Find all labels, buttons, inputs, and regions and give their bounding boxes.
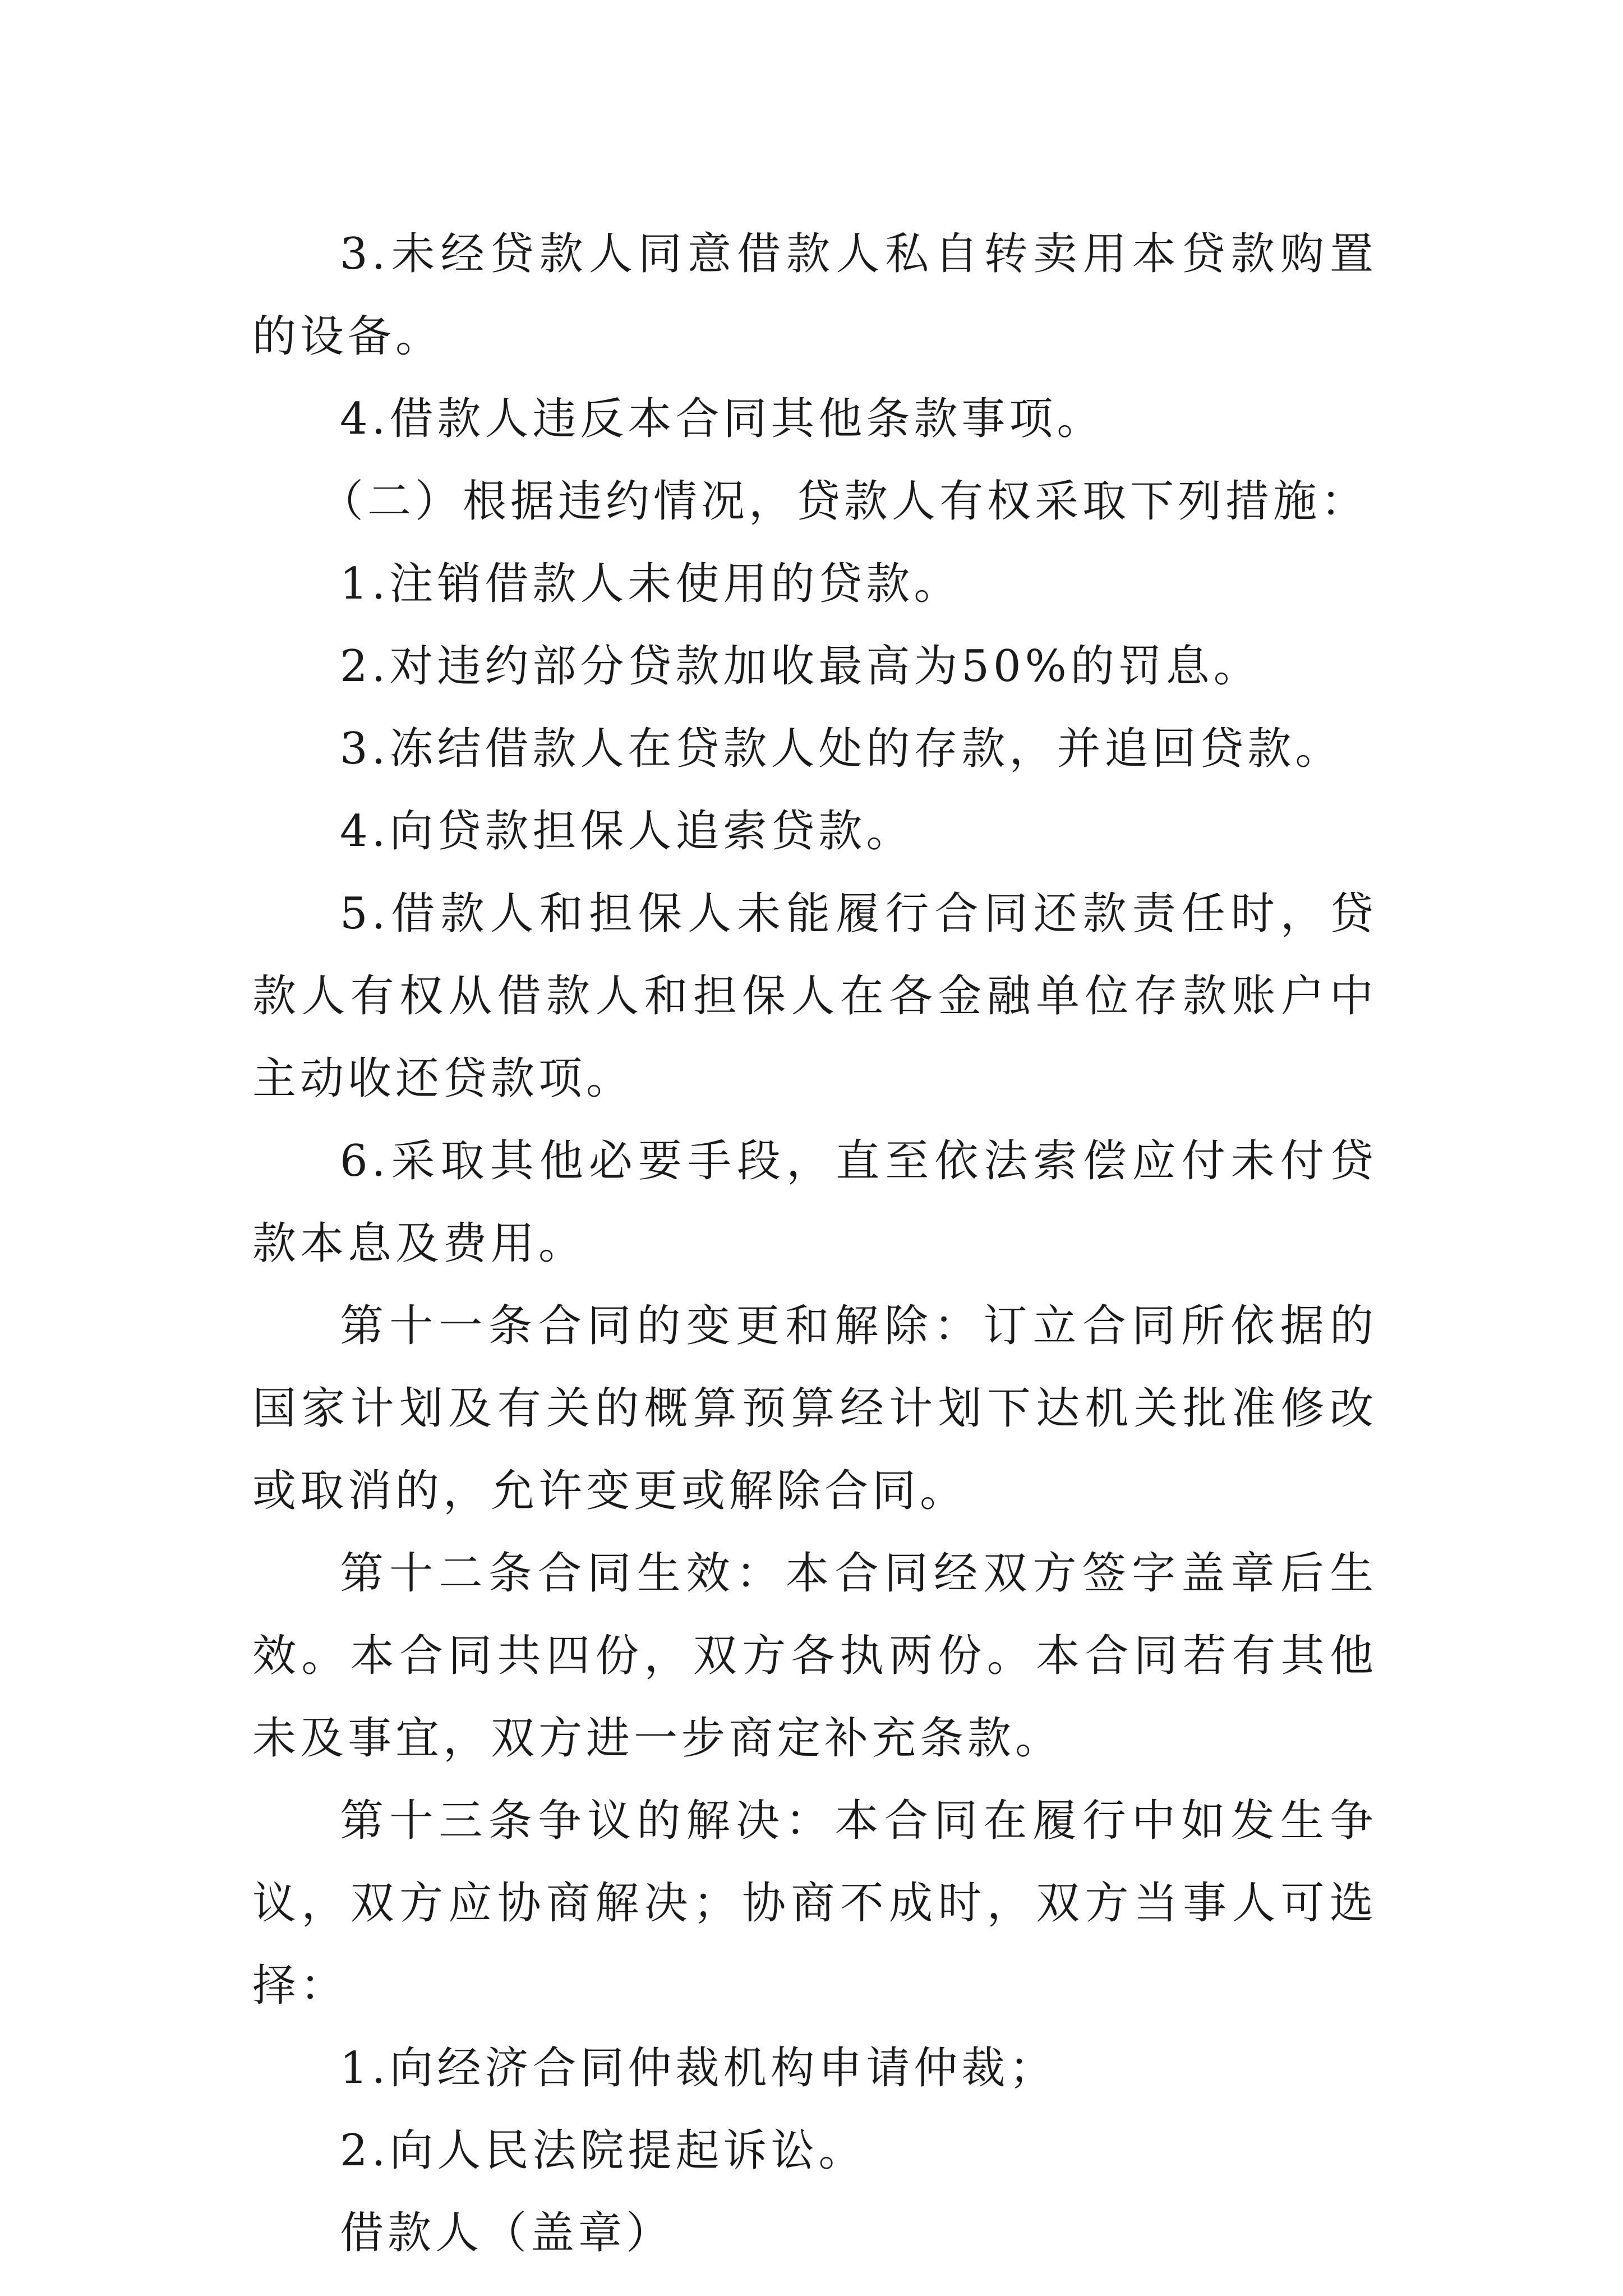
article-11-amendment: 第十一条合同的变更和解除：订立合同所依据的国家计划及有关的概算预算经计划下达机关批准修改或取消的，允许变更或解除合同。	[252, 1301, 1377, 1516]
clause-item-3-unauthorized-sale: 3.未经贷款人同意借款人私自转卖用本贷款购置的设备。	[252, 229, 1377, 362]
section-heading-remedies: （二）根据违约情况，贷款人有权采取下列措施：	[320, 476, 1369, 527]
remedy-item-3: 3.冻结借款人在贷款人处的存款，并追回贷款。	[340, 724, 1343, 774]
dispute-option-1: 1.向经济合同仲裁机构申请仲裁；	[340, 2043, 1057, 2093]
article-13-disputes: 第十三条争议的解决：本合同在履行中如发生争议，双方应协商解决；协商不成时，双方当事人可选择：	[252, 1796, 1377, 2011]
remedy-item-6: 6.采取其他必要手段，直至依法索偿应付未付贷款本息及费用。	[252, 1136, 1377, 1269]
dispute-option-2: 2.向人民法院提起诉讼。	[340, 2125, 866, 2176]
remedy-item-2: 2.对违约部分贷款加收最高为50%的罚息。	[340, 641, 1261, 692]
remedy-item-4: 4.向贷款担保人追索贷款。	[340, 806, 914, 857]
remedy-item-1: 1.注销借款人未使用的贷款。	[340, 559, 962, 609]
document-page	[252, 213, 1377, 2275]
borrower-seal-line: 借款人（盖章）	[340, 2208, 674, 2258]
remedy-item-5: 5.借款人和担保人未能履行合同还款责任时，贷款人有权从借款人和担保人在各金融单位存款账户中主动收还贷款项。	[252, 889, 1377, 1104]
clause-item-4-other-breach: 4.借款人违反本合同其他条款事项。	[340, 394, 1105, 444]
article-12-effectiveness: 第十二条合同生效：本合同经双方签字盖章后生效。本合同共四份，双方各执两份。本合同若有其他未及事宜，双方进一步商定补充条款。	[252, 1548, 1377, 1764]
